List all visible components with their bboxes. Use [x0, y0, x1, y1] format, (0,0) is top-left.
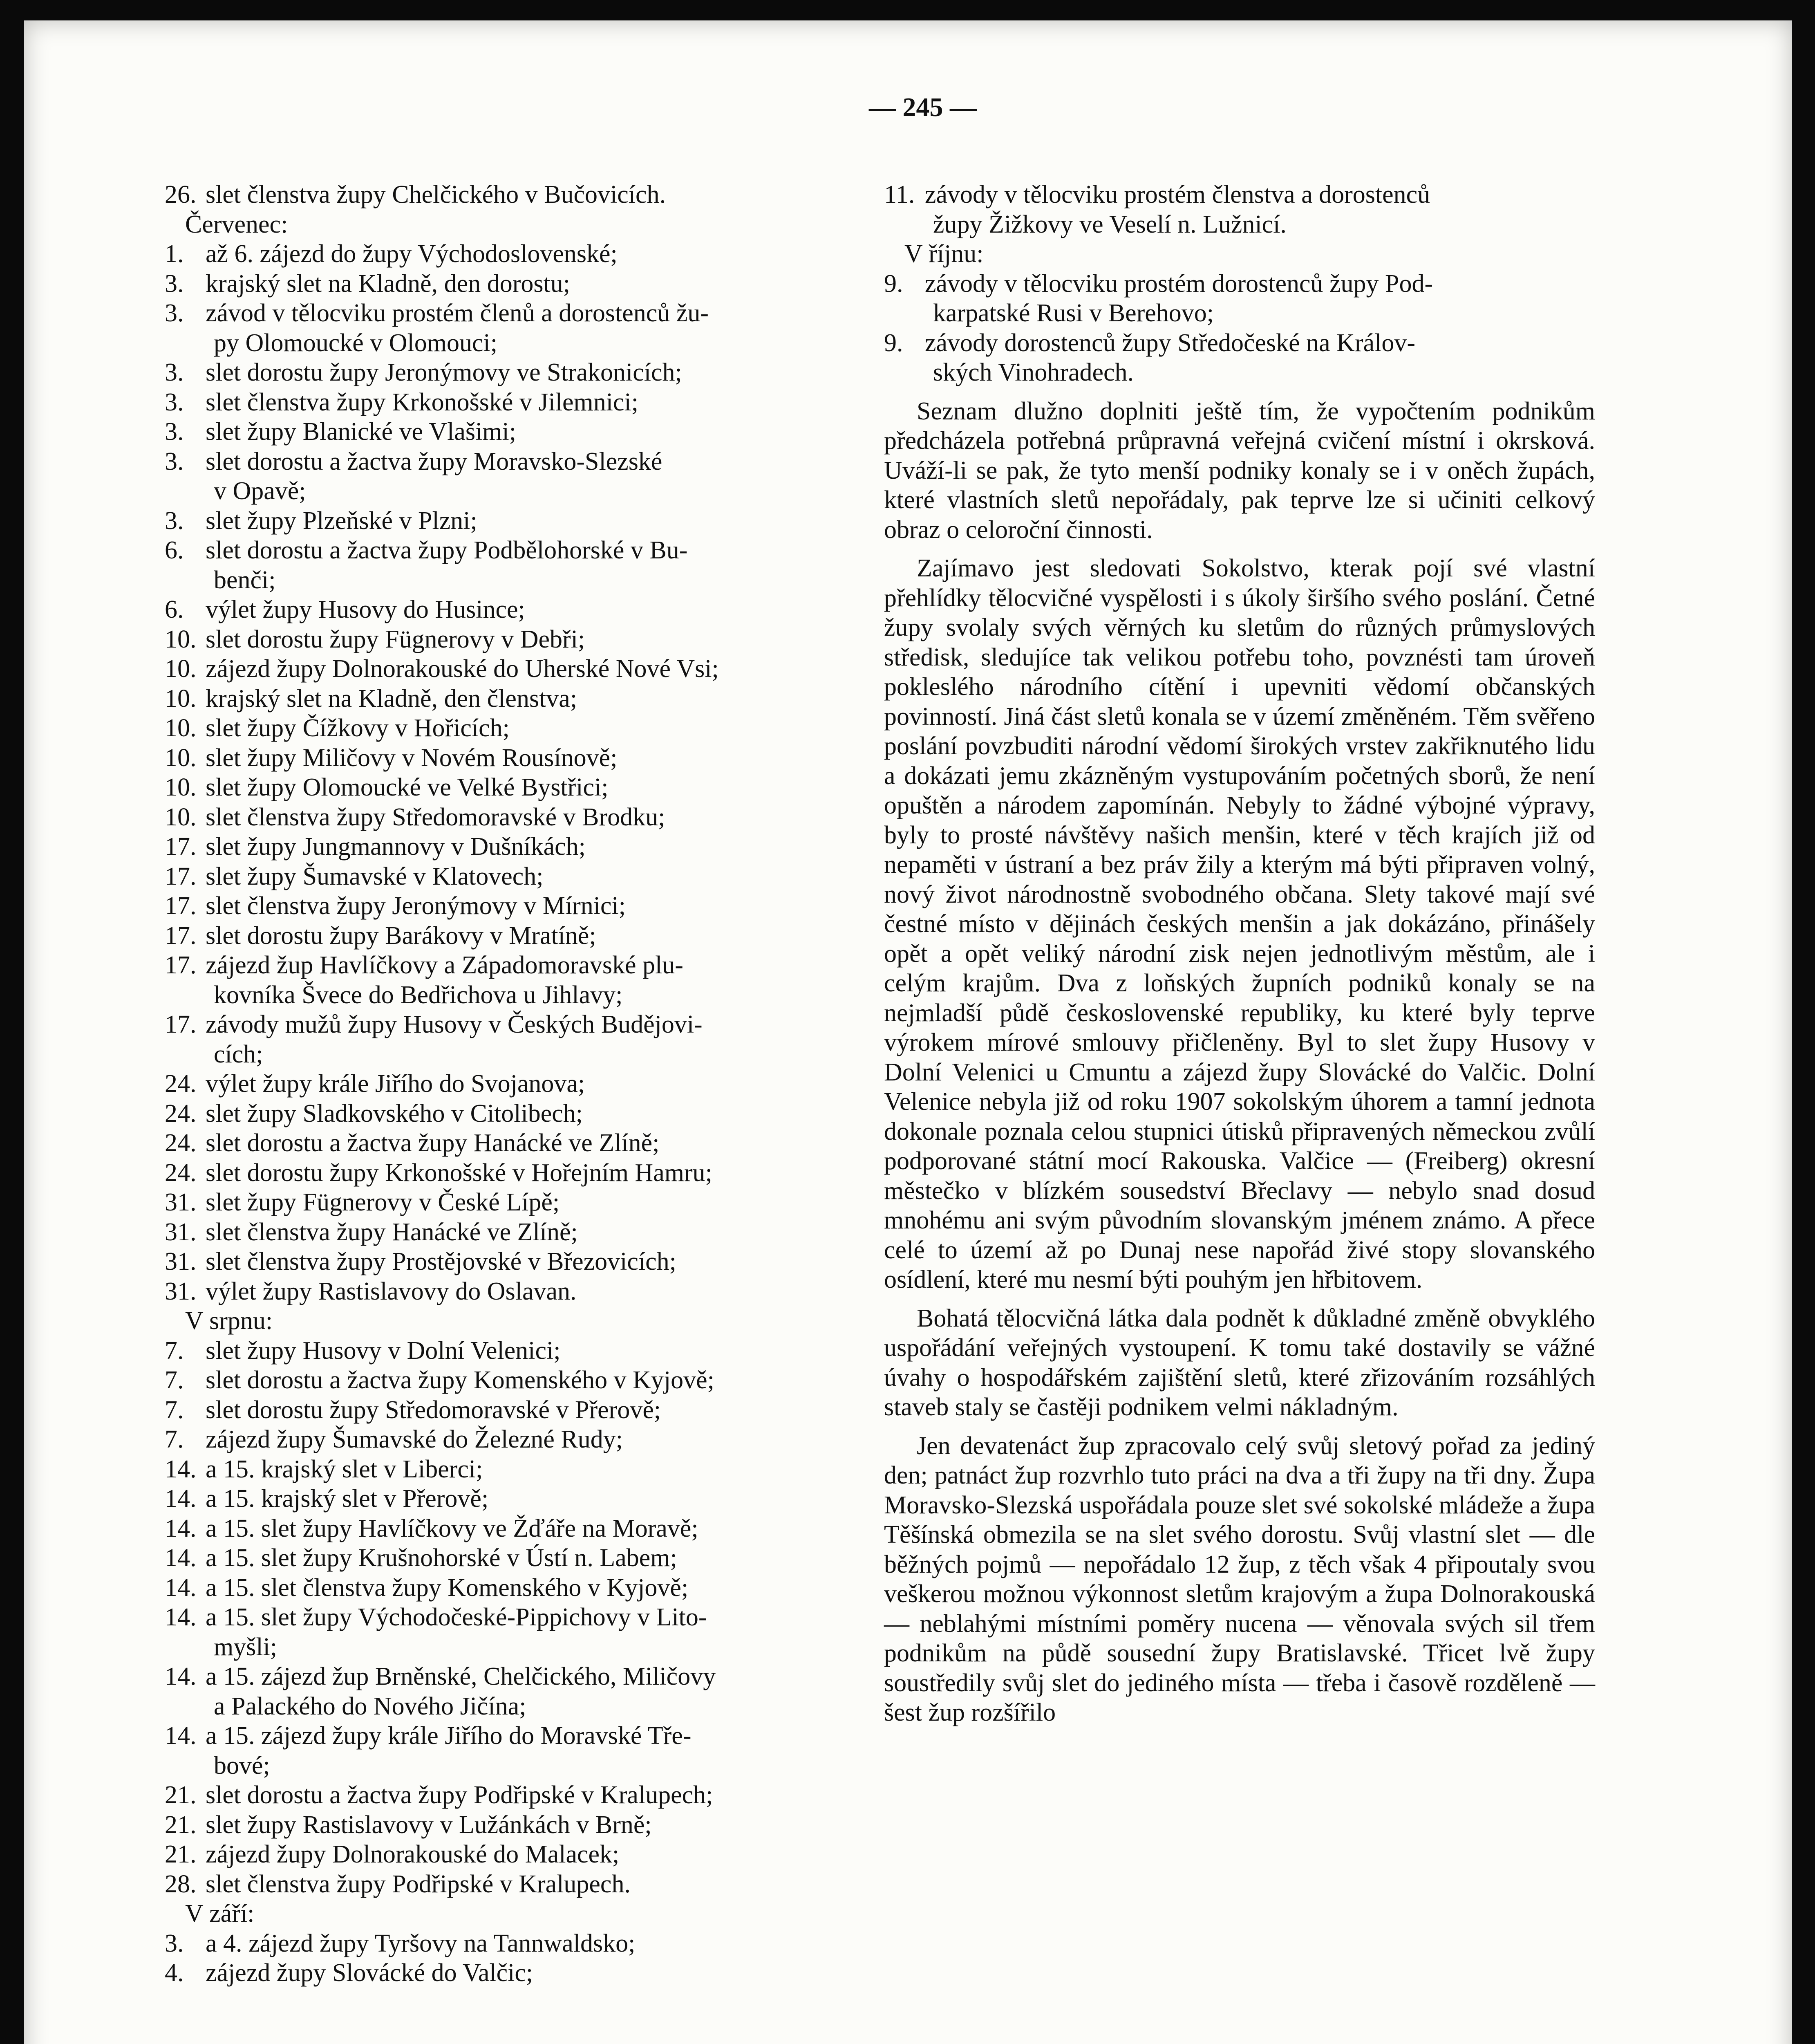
entry-text: krajský slet na Kladně, den členstva; [206, 684, 577, 713]
schedule-entry [165, 536, 892, 565]
entry-date: 17. [165, 1011, 197, 1038]
entry-date: 6. [165, 596, 184, 623]
entry-text: závod v tělocviku prostém členů a dorostenců žu- [206, 299, 709, 327]
schedule-entry [165, 862, 892, 892]
entry-date: 3. [165, 418, 184, 446]
left-column [165, 180, 892, 1988]
entry-date: 1. [165, 240, 184, 268]
schedule-entry [165, 921, 892, 951]
schedule-entry [165, 1602, 892, 1632]
entry-date: 31. [165, 1218, 197, 1246]
entry-text: zájezd župy Slovácké do Valčic; [206, 1959, 533, 1987]
entry-text: slet župy Husovy v Dolní Velenici; [206, 1336, 561, 1365]
entry-text: slet členstva župy Krkonošské v Jilemnici; [206, 388, 638, 416]
entry-date: 17. [165, 921, 197, 950]
entry-date: 28. [165, 1870, 197, 1898]
entry-date: 3. [165, 1929, 184, 1957]
schedule-entry [165, 1484, 892, 1514]
entry-continuation: cích; [214, 1040, 263, 1068]
entry-text: slet župy Jungmannovy v Dušníkách; [206, 833, 586, 861]
entry-date: 10. [165, 744, 197, 772]
entry-date: 14. [165, 1722, 197, 1750]
schedule-entry [884, 180, 1595, 210]
entry-date: 24. [165, 1070, 197, 1098]
month-heading: V září: [185, 1900, 255, 1927]
entry-date: 14. [165, 1603, 197, 1631]
entry-text: slet župy Olomoucké ve Velké Bystřici; [206, 773, 609, 801]
entry-date: 7. [165, 1336, 184, 1365]
schedule-entry [165, 1010, 892, 1040]
entry-date: 21. [165, 1840, 197, 1868]
entry-text: slet členstva župy Jeronýmovy v Mírnici; [206, 892, 626, 920]
entry-date: 10. [165, 625, 197, 653]
entry-date: 7. [165, 1366, 184, 1394]
entry-date: 21. [165, 1781, 197, 1809]
body-paragraph: Zajímavo jest sledovati Sokolstvo, kterak pojí své vlastní přehlídky tělocvičné vyspělosti i s úkoly širšího svého poslání. Četné župy svolaly svých věrných ku sletům do různých průmyslových středisk, sledujíce tak velikou potřebu toho, povznésti tam úroveň pokleslého národního cítění i upevniti vědomí občanských povinností. Jiná část sletů konala se v území změněném. Těm svěřeno poslání povzbuditi národní vědomí širokých vrstev zakřiknutého lidu a dokázati jemu zkázněným vystupováním početných sborů, že není opuštěn a národem zapomínán. Nebyly to žádné výbojné výpravy, byly to prosté návštěvy našich menšin, které v těch krajích již od nepaměti v ústraní a bez práv žily a kterým má býti připraven volný, nový život národnostně svobodného občana. Slety takové mají své čestné místo v dějinách českých menšin a jak dokázáno, přinášely opět a opět veliký národní zisk nejen jednotlivým městům, ale i celým krajům. Dva z loňských župních podniků konaly se na nejmladší půdě československé republiky, ku které byly teprve výrokem mírové smlouvy přičleněny. Byl to slet župy Husovy v Dolní Velenici u Cmuntu a zájezd župy Slovácké do Valčic. Dolní Velenice nebyla již od roku 1907 sokolským úhorem a tamní jednota dokonale poznala celou stupnici útisků připravených německou zvůlí podporované státní mocí Rakouska. Valčice — (Freiberg) okresní městečko v blízkém sousedství Břeclavy — nebylo snad dosud mnohému ani svým původním slovanským jménem známo. A přece celé to území až po Dunaj nese napořád živé stopy slovanského osídlení, které mu nesmí býti pouhým jen hřbitovem. [884, 554, 1595, 1293]
entry-text: slet dorostu a žactva župy Komenského v Kyjově; [206, 1366, 714, 1394]
schedule-entry [165, 1277, 892, 1307]
entry-continuation: bové; [214, 1751, 270, 1780]
schedule-entry [165, 239, 892, 269]
entry-date: 3. [165, 299, 184, 327]
schedule-entry [165, 950, 892, 980]
schedule-entry [165, 1662, 892, 1692]
body-paragraph: Seznam dlužno doplniti ještě tím, že vypočtením podnikům předcházela potřebná průpravná veřejná cvičení místní i okrsková. Uváží-li se pak, že tyto menší podniky konaly se i v oněch župách, které vlastních sletů nepořádaly, pak teprve lze si učiniti celkový obraz o celoroční činnosti. [884, 397, 1595, 544]
entry-continuation: karpatské Rusi v Berehovo; [933, 299, 1214, 327]
entry-text: výlet župy krále Jiřího do Svojanova; [206, 1070, 585, 1098]
schedule-entry [165, 713, 892, 743]
entry-text: výlet župy Husovy do Husince; [206, 596, 525, 623]
entry-text: slet dorostu a žactva župy Podbělohorské v Bu- [206, 536, 688, 564]
entry-text: slet dorostu a žactva župy Hanácké ve Zlíně; [206, 1129, 660, 1157]
schedule-entry [165, 1099, 892, 1129]
schedule-entry [165, 1929, 892, 1959]
entry-text: slet župy Čížkovy v Hořicích; [206, 714, 510, 742]
entry-date: 14. [165, 1663, 197, 1690]
schedule-entry [165, 1365, 892, 1395]
entry-text: a 15. zájezd župy krále Jiřího do Moravské Tře- [206, 1722, 692, 1750]
entry-text: slet členstva župy Středomoravské v Brodku; [206, 803, 665, 831]
entry-continuation: benči; [214, 566, 276, 594]
entry-date: 3. [165, 507, 184, 535]
entry-text: a 15. krajský slet v Liberci; [206, 1455, 483, 1483]
entry-continuation: župy Žižkovy ve Veselí n. Lužnicí. [933, 210, 1287, 238]
schedule-entry [165, 1128, 892, 1158]
entry-text: závody v tělocviku prostém členstva a dorostenců [925, 181, 1430, 208]
entry-date: 14. [165, 1544, 197, 1572]
entry-date: 7. [165, 1396, 184, 1424]
entry-date: 24. [165, 1159, 197, 1187]
entry-date: 24. [165, 1099, 197, 1127]
entry-text: slet dorostu a žactva župy Podřipské v Kralupech; [206, 1781, 713, 1809]
entry-text: zájezd župy Dolnorakouské do Uherské Nové Vsi; [206, 655, 719, 683]
entry-date: 17. [165, 951, 197, 979]
schedule-entry [165, 1514, 892, 1544]
body-paragraph: Bohatá tělocvičná látka dala podnět k důkladné změně obvyklého uspořádání veřejných vystoupení. K tomu také dostavily se vážné úvahy o hospodářském zajištění sletů, které zřizováním rozsáhlých staveb staly se častěji podnikem velmi nákladným. [884, 1304, 1595, 1421]
entry-text: slet členstva župy Hanácké ve Zlíně; [206, 1218, 578, 1246]
entry-date: 10. [165, 714, 197, 742]
entry-text: slet župy Sladkovského v Citolibech; [206, 1099, 583, 1127]
entry-text: slet dorostu župy Fügnerovy v Debři; [206, 625, 585, 653]
schedule-entry [165, 1958, 892, 1988]
entry-date: 14. [165, 1514, 197, 1542]
entry-text: zájezd župy Dolnorakouské do Malacek; [206, 1840, 620, 1868]
month-heading: Červenec: [185, 210, 288, 238]
schedule-entry [884, 269, 1595, 299]
entry-text: a 15. zájezd žup Brněnské, Chelčického, Miličovy [206, 1663, 716, 1690]
entry-date: 26. [165, 181, 197, 208]
schedule-entry [165, 1780, 892, 1810]
entry-continuation: a Palackého do Nového Jičína; [214, 1692, 526, 1720]
schedule-entry [165, 743, 892, 773]
entry-text: až 6. zájezd do župy Východoslovenské; [206, 240, 618, 268]
entry-continuation: kovníka Švece do Bedřichova u Jihlavy; [214, 981, 623, 1009]
schedule-entry [165, 1395, 892, 1425]
entry-text: krajský slet na Kladně, den dorostu; [206, 269, 570, 298]
entry-text: slet župy Rastislavovy v Lužánkách v Brně; [206, 1811, 652, 1839]
entry-date: 14. [165, 1485, 197, 1513]
entry-date: 10. [165, 803, 197, 831]
entry-date: 3. [165, 359, 184, 386]
entry-text: a 15. krajský slet v Přerově; [206, 1485, 489, 1513]
entry-text: slet župy Plzeňské v Plzni; [206, 507, 477, 535]
schedule-entry [165, 625, 892, 654]
entry-text: slet dorostu a žactva župy Moravsko-Slezské [206, 447, 662, 475]
entry-date: 14. [165, 1573, 197, 1602]
entry-text: slet členstva župy Prostějovské v Březovicích; [206, 1248, 676, 1275]
schedule-entry [165, 180, 892, 210]
entry-date: 31. [165, 1277, 197, 1305]
schedule-entry [165, 1543, 892, 1573]
entry-continuation: py Olomoucké v Olomouci; [214, 329, 497, 357]
entry-continuation: ských Vinohradech. [933, 359, 1134, 386]
schedule-entry [165, 1247, 892, 1277]
schedule-entry [884, 328, 1595, 358]
schedule-entry [165, 1188, 892, 1217]
month-heading: V říjnu: [904, 240, 984, 268]
entry-text: zájezd žup Havlíčkovy a Západomoravské plu- [206, 951, 683, 979]
schedule-entry [165, 891, 892, 921]
entry-date: 11. [884, 181, 915, 208]
schedule-entry [165, 654, 892, 684]
entry-continuation: myšli; [214, 1633, 278, 1661]
right-column-entries [884, 180, 1595, 388]
entry-text: a 4. zájezd župy Tyršovy na Tannwaldsko; [206, 1929, 636, 1957]
schedule-entry [165, 832, 892, 862]
entry-date: 24. [165, 1129, 197, 1157]
entry-text: a 15. slet župy Havlíčkovy ve Žďáře na Moravě; [206, 1514, 698, 1542]
entry-date: 3. [165, 447, 184, 475]
entry-date: 21. [165, 1811, 197, 1839]
entry-text: slet členstva župy Chelčického v Bučovicích. [206, 181, 666, 208]
entry-text: slet dorostu župy Středomoravské v Přerově; [206, 1396, 661, 1424]
entry-text: slet župy Fügnerovy v České Lípě; [206, 1188, 560, 1216]
schedule-entry [165, 1336, 892, 1366]
entry-date: 10. [165, 655, 197, 683]
entry-date: 3. [165, 269, 184, 298]
schedule-entry [165, 506, 892, 536]
entry-date: 17. [165, 892, 197, 920]
entry-text: a 15. slet župy Krušnohorské v Ústí n. Labem; [206, 1544, 677, 1572]
entry-text: závody mužů župy Husovy v Českých Budějovi- [206, 1011, 703, 1038]
schedule-entry [165, 269, 892, 299]
entry-date: 31. [165, 1248, 197, 1275]
schedule-entry [165, 417, 892, 447]
schedule-entry [165, 1158, 892, 1188]
entry-date: 31. [165, 1188, 197, 1216]
entry-date: 10. [165, 773, 197, 801]
entry-text: závody v tělocviku prostém dorostenců župy Pod- [925, 269, 1433, 298]
schedule-entry [165, 1721, 892, 1751]
entry-date: 7. [165, 1425, 184, 1453]
entry-text: a 15. slet členstva župy Komenského v Kyjově; [206, 1573, 689, 1602]
entry-text: slet dorostu župy Barákovy v Mratíně; [206, 921, 596, 950]
schedule-entry [165, 1869, 892, 1899]
schedule-entry [165, 298, 892, 328]
right-column [884, 180, 1595, 1728]
entry-text: slet župy Šumavské v Klatovech; [206, 862, 544, 890]
entry-continuation: v Opavě; [214, 477, 306, 505]
schedule-entry [165, 1573, 892, 1603]
month-heading: V srpnu: [185, 1307, 273, 1335]
entry-text: závody dorostenců župy Středočeské na Králov- [925, 329, 1415, 357]
entry-date: 9. [884, 329, 903, 357]
entry-text: výlet župy Rastislavovy do Oslavan. [206, 1277, 577, 1305]
entry-date: 10. [165, 684, 197, 713]
entry-text: a 15. slet župy Východočeské-Pippichovy v Lito- [206, 1603, 707, 1631]
schedule-entry [165, 1217, 892, 1247]
body-paragraph: Jen devatenáct žup zpracovalo celý svůj sletový pořad za jediný den; patnáct žup rozvrhlo tuto práci na dva a tři župy na tři dny. Župa Moravsko-Slezská uspořádala pouze slet své sokolské mládeže a župa Těšínská obmezila se na slet svého dorostu. Svůj vlastní slet — dle běžných pojmů — nepořádalo 12 žup, z těch však 4 připoutaly svou veškerou možnou výkonnost sletům krajovým a župa Dolnorakouská — neblahými místními poměry nucena — věnovala svých sil třem podnikům na půdě sousední župy Bratislavské. Třicet lvě župy soustředily svůj slet do jediného místa — třeba i časově rozděleně — šest žup rozšířilo [884, 1432, 1595, 1726]
entry-text: slet členstva župy Podřipské v Kralupech. [206, 1870, 631, 1898]
entry-date: 4. [165, 1959, 184, 1987]
entry-text: slet dorostu župy Jeronýmovy ve Strakonicích; [206, 359, 682, 386]
page-sheet [24, 20, 1792, 2044]
entry-date: 6. [165, 536, 184, 564]
schedule-entry [165, 1069, 892, 1099]
entry-date: 17. [165, 833, 197, 861]
page-number: — 245 — [869, 92, 977, 122]
schedule-entry [165, 447, 892, 477]
entry-date: 3. [165, 388, 184, 416]
schedule-entry [165, 1810, 892, 1840]
schedule-entry [165, 388, 892, 417]
entry-date: 14. [165, 1455, 197, 1483]
schedule-entry [165, 1840, 892, 1869]
entry-date: 9. [884, 269, 903, 298]
schedule-entry [165, 684, 892, 714]
schedule-entry [165, 595, 892, 625]
schedule-entry [165, 1455, 892, 1484]
entry-text: slet župy Miličovy v Novém Rousínově; [206, 744, 618, 772]
entry-text: slet dorostu župy Krkonošské v Hořejním Hamru; [206, 1159, 712, 1187]
entry-text: slet župy Blanické ve Vlašimi; [206, 418, 516, 446]
schedule-entry [165, 802, 892, 832]
schedule-entry [165, 1425, 892, 1455]
entry-text: zájezd župy Šumavské do Železné Rudy; [206, 1425, 623, 1453]
entry-date: 17. [165, 862, 197, 890]
schedule-entry [165, 358, 892, 388]
right-column-paragraphs [884, 397, 1595, 1728]
schedule-entry [165, 773, 892, 802]
